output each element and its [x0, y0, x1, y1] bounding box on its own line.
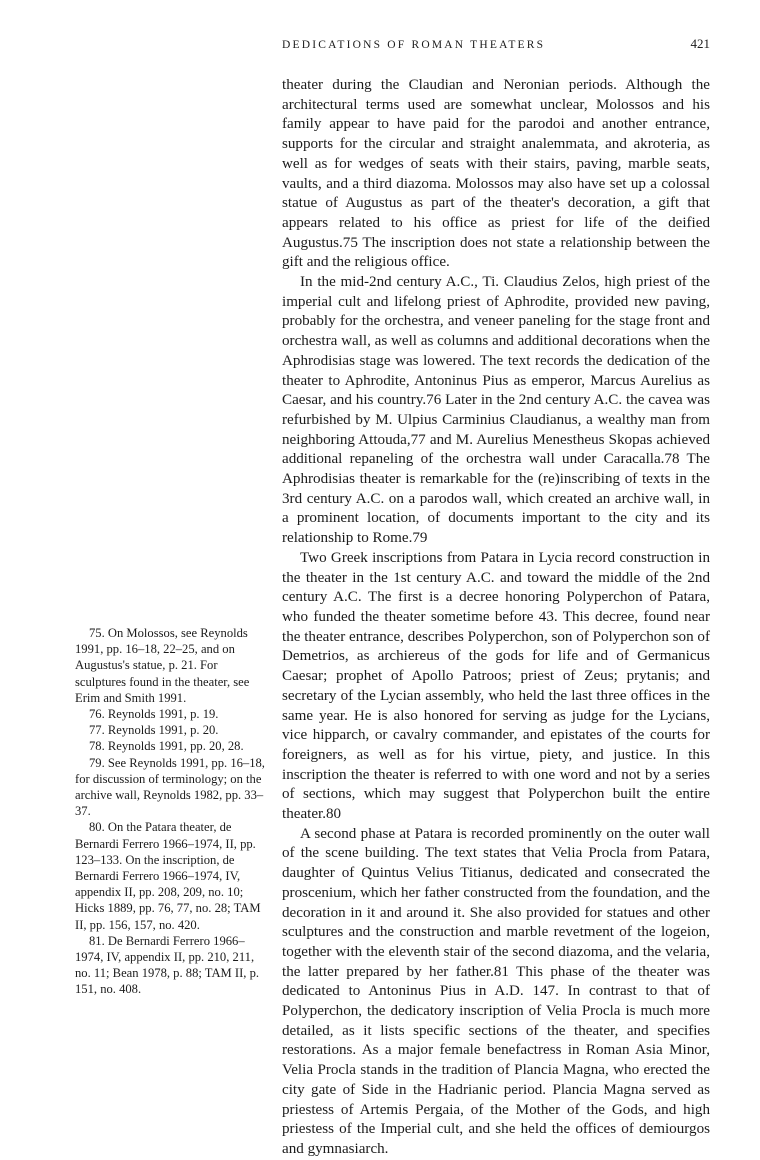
footnote: 80. On the Patara theater, de Bernardi Ferrero 1966–1974, II, pp. 123–133. On the inscription, de Bernardi Ferrero 1966–1974, IV, appendix II, pp. 208, 209, no. 10; Hicks 1889, pp. 76, 77, no. 28; TAM II, pp. 156, 157, no. 420. [75, 820, 261, 932]
running-head: DEDICATIONS OF ROMAN THEATERS [282, 39, 546, 51]
body-paragraph: theater during the Claudian and Neronian periods. Although the architectural terms used are somewhat unclear, Molossos and his family appear to have paid for the parodoi and another entrance, supports for the circular and straight analemmata, and akroteria, as well as for wedges of seats with their stairs, paving, marble seats, vaults, and a third diazoma. Molossos may also have set up a colossal statue of Augustus as part of the theater's decoration, a gift that appears related to his office as priest for life of the deified Augustus.75 The inscription does not state a relationship between the gift and the religious office. [282, 77, 710, 271]
body-paragraph: In the mid-2nd century A.C., Ti. Claudius Zelos, high priest of the imperial cult and lifelong priest of Aphrodite, provided new paving, probably for the orchestra, and veneer paneling for the stage front and orchestra wall, as well as columns and additional decorations when the Aphrodisias stage was lowered. The text records the dedication of the theater to Aphrodite, Antoninus Pius as emperor, Marcus Aurelius as Caesar, and his country.76 Later in the 2nd century A.C. the cavea was refurbished by M. Ulpius Carminius Claudianus, a wealthy man from neighboring Attouda,77 and M. Aurelius Menestheus Skopas achieved additional repaneling of the orchestra wall under Caracalla.78 The Aphrodisias theater is remarkable for the (re)inscribing of texts in the 3rd century A.C. on a parodos wall, which created an archive wall, in a prominent location, of documents important to the city and its relationship to Rome.79 [282, 274, 710, 547]
footnote: 76. Reynolds 1991, p. 19. [89, 707, 219, 722]
page-number: 421 [690, 36, 710, 51]
footnote: 75. On Molossos, see Reynolds 1991, pp. 16–18, 22–25, and on Augustus's statue, p. 21. For sculptures found in the theater, see Erim and Smith 1991. [75, 626, 250, 705]
footnotes [75, 625, 265, 998]
footnote: 77. Reynolds 1991, p. 20. [89, 723, 219, 738]
body-paragraph: Two Greek inscriptions from Patara in Lycia record construction in the theater in the 1st century A.C. and toward the middle of the 2nd century A.C. The first is a decree honoring Polyperchon of Patara, who funded the theater sometime before 43. This decree, found near the theater entrance, describes Polyperchon, son of Polyperchon son of Demetrios, as archiereus of the gods for life and of Germanicus Caesar; prophet of Apollo Patroos; priest of Zeus; prytanis; and secretary of the Lycian assembly, who held the last three offices in the same year. He is also honored for serving as judge for the Lycians, vice hipparch, or cavalry commander, and epistates of the courts for foreigners, as well as for his virtue, piety, and justice. In this inscription the theater is referred to with one word and not by a series of sections, which may suggest that Polyperchon built the entire theater.80 [282, 549, 710, 823]
footnote: 79. See Reynolds 1991, pp. 16–18, for discussion of terminology; on the archive wall, Reynolds 1982, pp. 33–37. [75, 755, 265, 819]
body-paragraph: A second phase at Patara is recorded prominently on the outer wall of the scene building. The text states that Velia Procla from Patara, daughter of Quintus Velius Titianus, dedicated and consecrated the proscenium, which her father constructed from the foundation, and the decoration in it and around it. She also provided for statues and other sculptures and the construction and marble revetment of the logeion, together with the eleventh stair of the second diazoma, and the velaria, the latter prepared by her father.81 This phase of the theater was dedicated to Antoninus Pius in A.D. 147. In contrast to that of Polyperchon, the dedicatory inscription of Velia Procla is much more detailed, as it lists specific sections of the theater, and specifies restorations. As a major female benefactress in Roman Asia Minor, Velia Procla stands in the tradition of Plancia Magna, who erected the city gate of Side in the Hadrianic period. Plancia Magna served as priestess of Artemis Pergaia, of the Mother of the Gods, and high priestess of the Imperial cult, and she held the offices of demiourgos and gymnasiarch. [282, 825, 710, 1157]
body-text [282, 76, 710, 1160]
footnote: 81. De Bernardi Ferrero 1966–1974, IV, appendix II, pp. 210, 211, no. 11; Bean 1978, p. 88; TAM II, p. 151, no. 408. [75, 933, 260, 997]
page-header [282, 36, 710, 56]
footnote: 78. Reynolds 1991, pp. 20, 28. [89, 739, 244, 754]
